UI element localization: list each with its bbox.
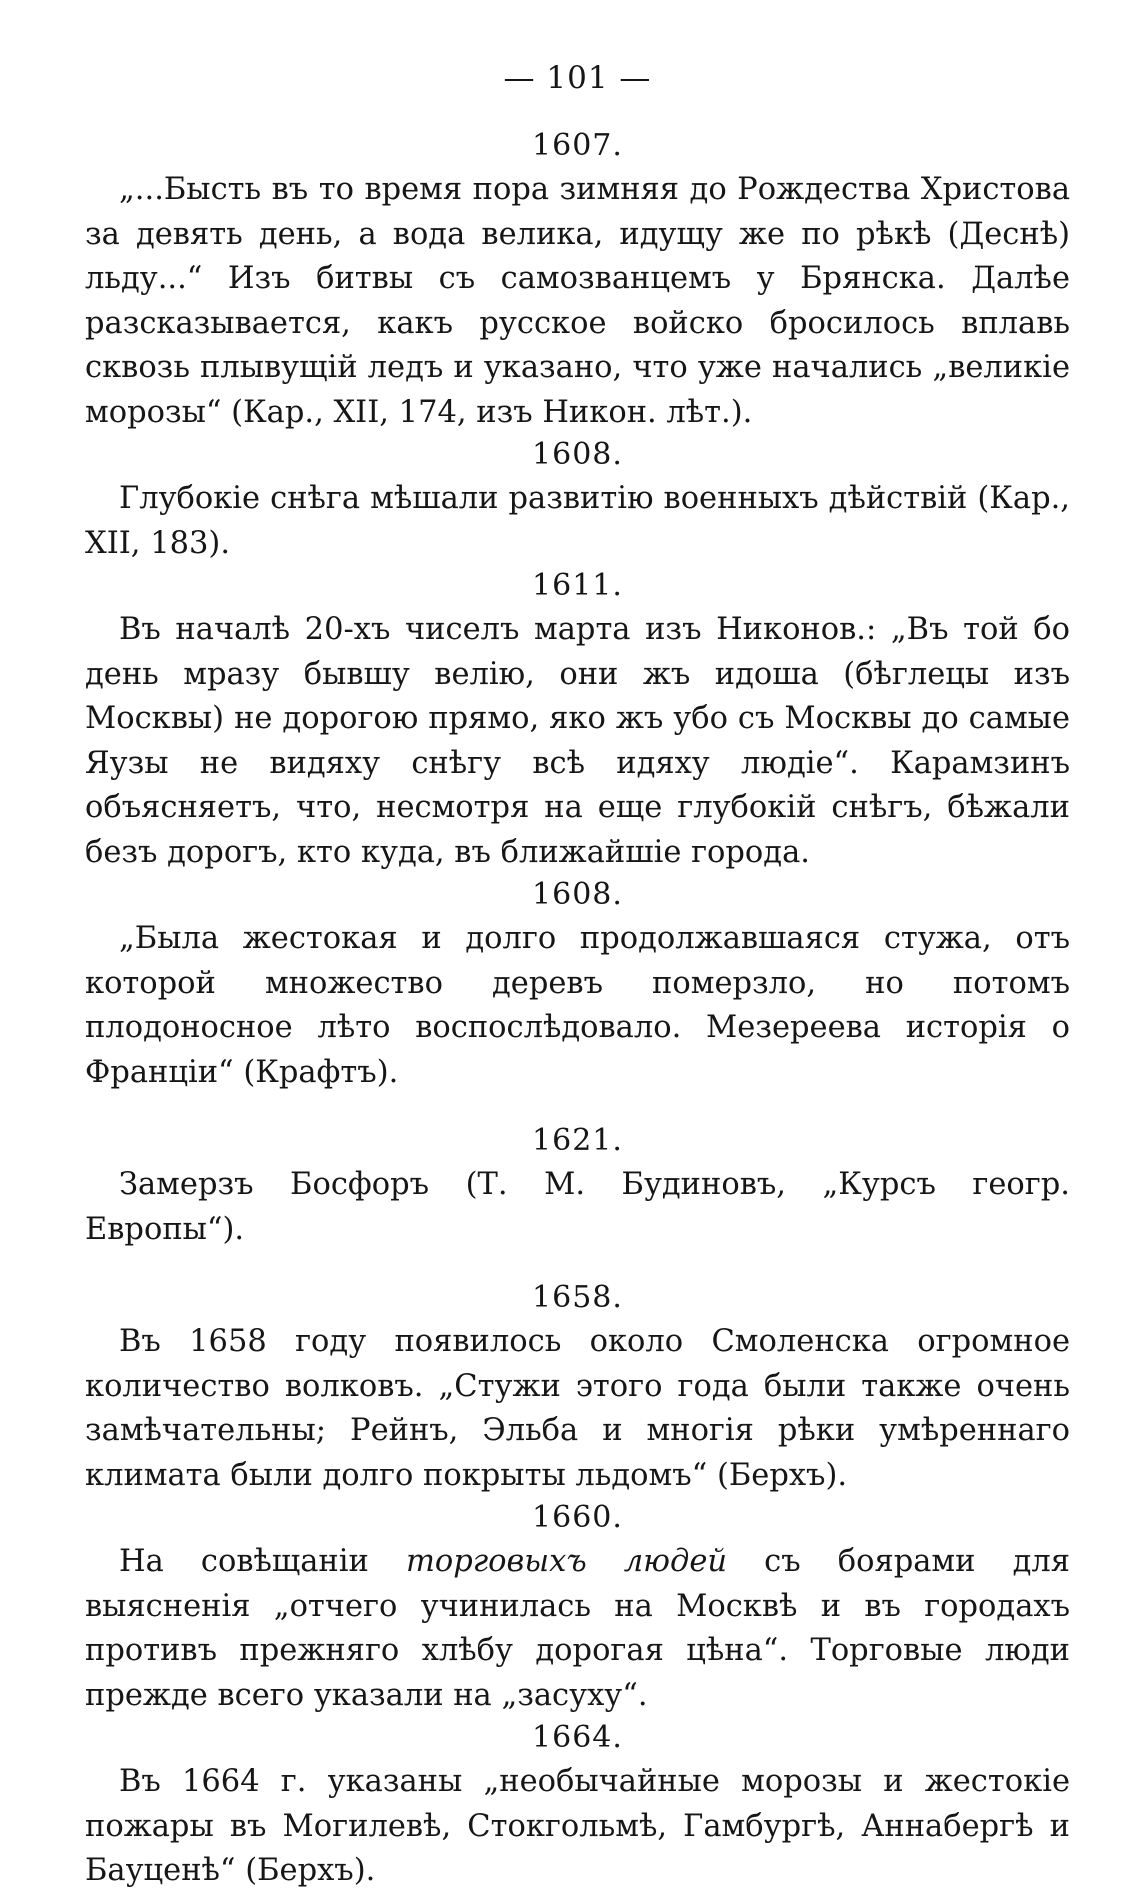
entry-year: 1608. xyxy=(532,437,623,472)
entry-text: „Была жестокая и долго продолжавшаяся стужа, отъ которой множество деревъ померзло, но потомъ плодоносное лѣто воспослѣдовало. Мезереева исторія о Франціи“ (Крафтъ). xyxy=(85,921,1070,1090)
entry-1621 xyxy=(85,1121,1070,1252)
entry-text-before: На совѣщаніи xyxy=(119,1544,406,1579)
entry-1607 xyxy=(85,126,1070,435)
spacer xyxy=(85,1095,1070,1121)
entry-year: 1611. xyxy=(532,568,623,603)
page-number: — 101 — xyxy=(503,60,652,96)
entry-text-after: съ боярами для выясненія „отчего учинилась на Москвѣ и въ городахъ противъ прежняго хлѣбу дорогая цѣна“. Торговые люди прежде всего указали на „засуху“. xyxy=(85,1544,1070,1713)
entry-1664 xyxy=(85,1718,1070,1894)
entry-1608-a xyxy=(85,435,1070,566)
entry-text: Въ началѣ 20-хъ чиселъ марта изъ Никонов.: „Въ той бо день мразу бывшу велію, они жъ идоша (бѣглецы изъ Москвы) не дорогою прямо, яко жъ убо съ Москвы до самые Яузы не видяху снѣгу всѣ идяху людіе“. Карамзинъ объясняетъ, что, несмотря на еще глубокій снѣгъ, бѣжали безъ дорогъ, кто куда, въ ближайшіе города. xyxy=(85,612,1070,870)
entry-1660 xyxy=(85,1498,1070,1718)
entry-text: Въ 1658 году появилось около Смоленска огромное количество волковъ. „Стужи этого года были также очень замѣчательны; Рейнъ, Эльба и многія рѣки умѣреннаго климата были долго покрыты льдомъ“ (Берхъ). xyxy=(85,1324,1070,1493)
entry-year: 1621. xyxy=(532,1123,623,1158)
entry-year: 1658. xyxy=(532,1280,623,1315)
entry-year: 1664. xyxy=(532,1720,623,1755)
entry-1608-b xyxy=(85,875,1070,1095)
entry-text: „...Бысть въ то время пора зимняя до Рождества Христова за девять день, а вода велика, идущу же по рѣкѣ (Деснѣ) льду...“ Изъ битвы съ самозванцемъ у Брянска. Далѣе разсказывается, какъ русское войско бросилось вплавь сквозь плывущій ледъ и указано, что уже начались „великіе морозы“ (Кар., XII, 174, изъ Никон. лѣт.). xyxy=(85,172,1070,430)
entry-1611 xyxy=(85,566,1070,875)
entry-text xyxy=(85,1540,1070,1718)
book-page xyxy=(85,58,1070,1894)
entry-text: Глубокіе снѣга мѣшали развитію военныхъ дѣйствій (Кар., XII, 183). xyxy=(85,481,1070,561)
entry-year: 1660. xyxy=(532,1500,623,1535)
entry-year: 1607. xyxy=(532,128,623,163)
entry-text: Въ 1664 г. указаны „необычайные морозы и жестокіе пожары въ Могилевѣ, Стокгольмѣ, Гамбургѣ, Аннабергѣ и Бауценѣ“ (Берхъ). xyxy=(85,1764,1070,1888)
entry-text-italic: торговыхъ людей xyxy=(405,1544,728,1579)
spacer xyxy=(85,1252,1070,1278)
entry-1658 xyxy=(85,1278,1070,1498)
entry-year: 1608. xyxy=(532,877,623,912)
entry-text: Замерзъ Босфоръ (Т. М. Будиновъ, „Курсъ геогр. Европы“). xyxy=(85,1167,1070,1247)
